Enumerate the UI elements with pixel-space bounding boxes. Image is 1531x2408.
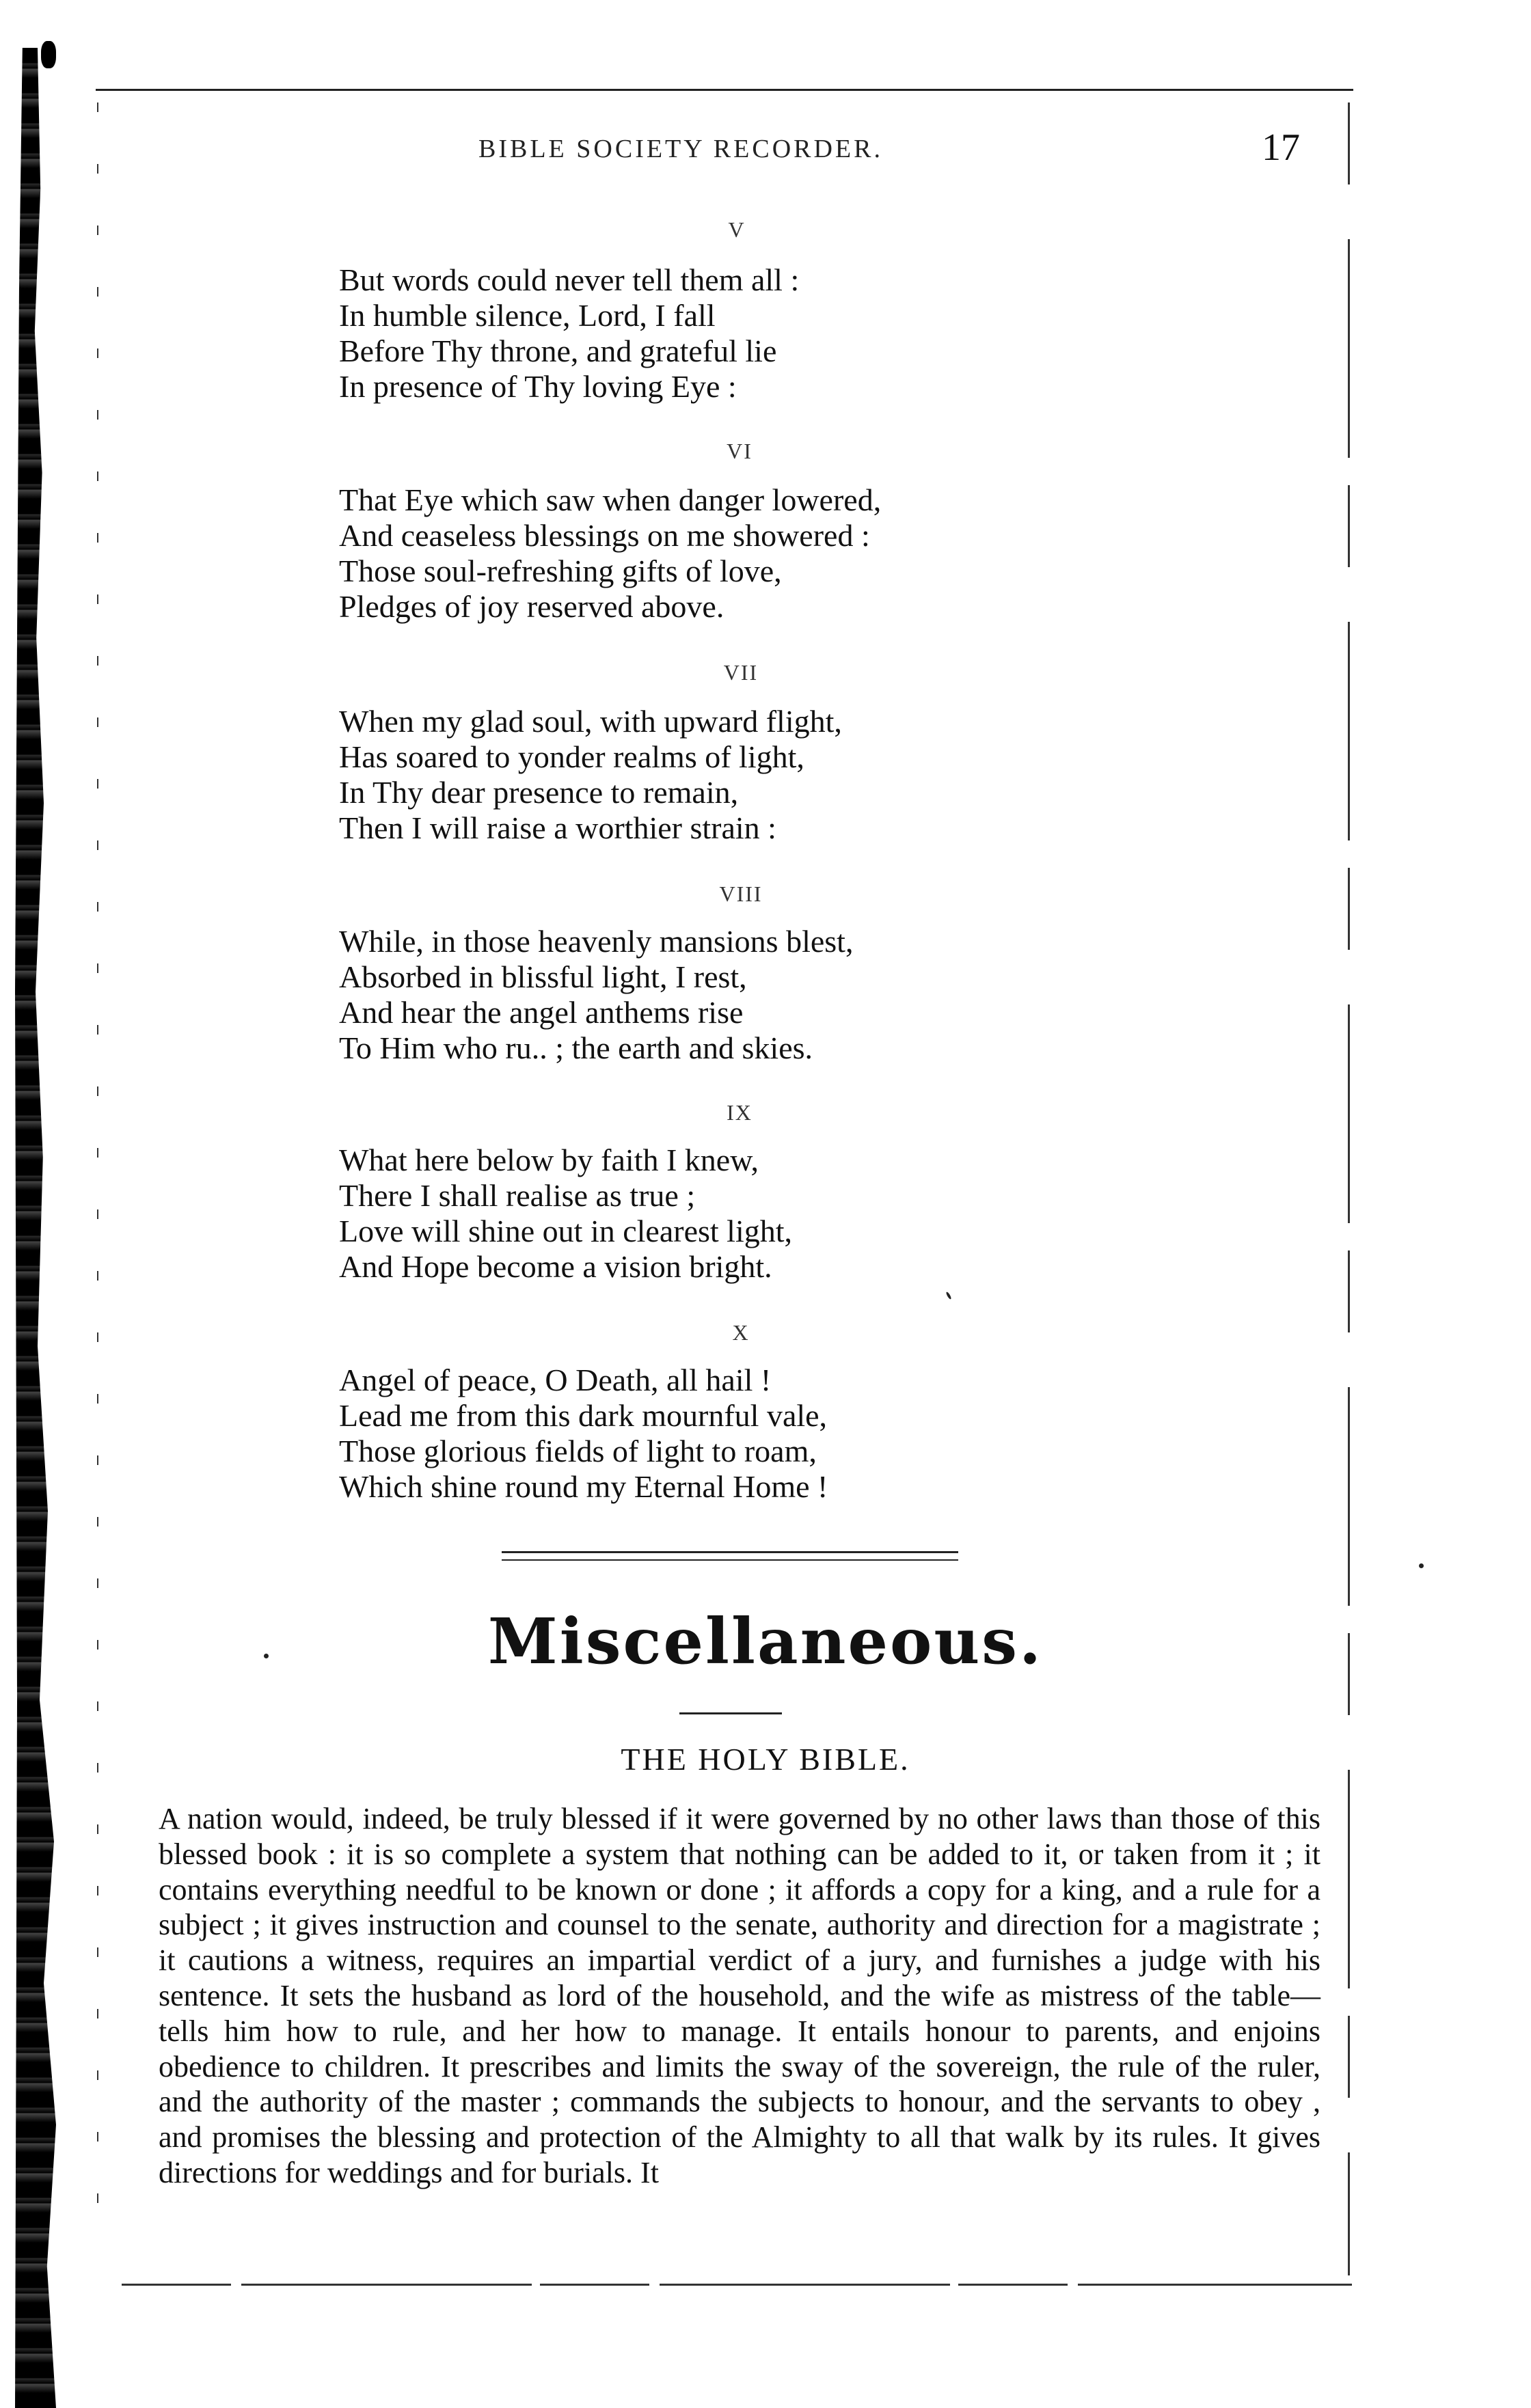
verse-line: Angel of peace, O Death, all hail ! bbox=[339, 1363, 772, 1397]
verse-line: Those soul-refreshing gifts of love, bbox=[339, 553, 782, 588]
stanza-number: VII bbox=[723, 660, 759, 685]
verse-line: Then I will raise a worthier strain : bbox=[339, 810, 776, 845]
verse-line: Love will shine out in clearest light, bbox=[339, 1214, 793, 1248]
verse-line: And ceaseless blessings on me showered : bbox=[339, 518, 870, 553]
verse-line: Has soared to yonder realms of light, bbox=[339, 739, 804, 774]
stanza-number: X bbox=[732, 1320, 750, 1345]
heading-underline bbox=[679, 1712, 782, 1714]
verse-line: Lead me from this dark mournful vale, bbox=[339, 1398, 828, 1433]
verse-line: In humble silence, Lord, I fall bbox=[339, 298, 716, 333]
verse-line: To Him who ru.. ; the earth and skies. bbox=[339, 1030, 813, 1065]
stanza-number: VIII bbox=[719, 881, 763, 906]
verse-line: Absorbed in blissful light, I rest, bbox=[339, 959, 747, 994]
verse-line: In presence of Thy loving Eye : bbox=[339, 369, 737, 404]
frame-left-rule bbox=[97, 102, 98, 2207]
verse-line: And Hope become a vision bright. bbox=[339, 1249, 772, 1284]
speck bbox=[945, 1291, 951, 1300]
verse-line: In Thy dear presence to remain, bbox=[339, 775, 739, 810]
verse-line: Those glorious fields of light to roam, bbox=[339, 1434, 817, 1468]
verse-line: What here below by faith I knew, bbox=[339, 1143, 759, 1177]
page-number: 17 bbox=[1262, 126, 1300, 169]
section-heading: Miscellaneous. bbox=[487, 1604, 1044, 1678]
article-body: A nation would, indeed, be truly blessed if it were governed by no other laws than those of this blessed book : it is so complete a system that nothing can be added to it, or taken from it ; it contains everything needful to be known or done ; it affords a copy for a king, and a rule for a subject ; it gives instruction and counsel to the senate, authority and direction for a magistrate ; it cautions a witness, requires an impartial verdict of a jury, and furnishes a judge with his sentence. It sets the husband as lord of the household, and the wife as mistress of the table—tells him how to rule, and her how to manage. It entails honour to parents, and enjoins obedience to children. It prescribes and limits the sway of the sovereign, the rule of the ruler, and the authority of the master ; commands the subjects to honour, and the servants to obey , and promises the blessing and protection of the Almighty to all that walk by its rules. It gives directions for weddings and for burials. It bbox=[159, 1802, 1320, 2189]
binding-edge bbox=[15, 48, 56, 2408]
stanza-number: VI bbox=[727, 439, 753, 463]
verse-line: But words could never tell them all : bbox=[339, 262, 800, 297]
section-rule-bottom bbox=[502, 1559, 958, 1561]
verse-line: Which shine round my Eternal Home ! bbox=[339, 1469, 828, 1504]
verse-line: While, in those heavenly mansions blest, bbox=[339, 924, 854, 959]
verse-line: Before Thy throne, and grateful lie bbox=[339, 333, 777, 368]
verse-line: That Eye which saw when danger lowered, bbox=[339, 482, 882, 517]
verse-line: When my glad soul, with upward flight, bbox=[339, 704, 842, 739]
binding-speck bbox=[41, 41, 56, 68]
stanza-number: IX bbox=[727, 1100, 753, 1125]
speck bbox=[1419, 1563, 1424, 1568]
verse-line: Pledges of joy reserved above. bbox=[339, 589, 724, 624]
running-header: BIBLE SOCIETY RECORDER. bbox=[478, 135, 883, 163]
verse-line: There I shall realise as true ; bbox=[339, 1178, 696, 1213]
article-title: THE HOLY BIBLE. bbox=[621, 1742, 910, 1777]
stanza-number: V bbox=[728, 217, 746, 242]
frame-top-rule bbox=[96, 89, 1353, 91]
section-rule-top bbox=[502, 1551, 958, 1553]
verse-line: And hear the angel anthems rise bbox=[339, 995, 744, 1030]
frame-bottom-rule bbox=[122, 2284, 1352, 2286]
frame-right-rule bbox=[1348, 102, 1350, 2275]
